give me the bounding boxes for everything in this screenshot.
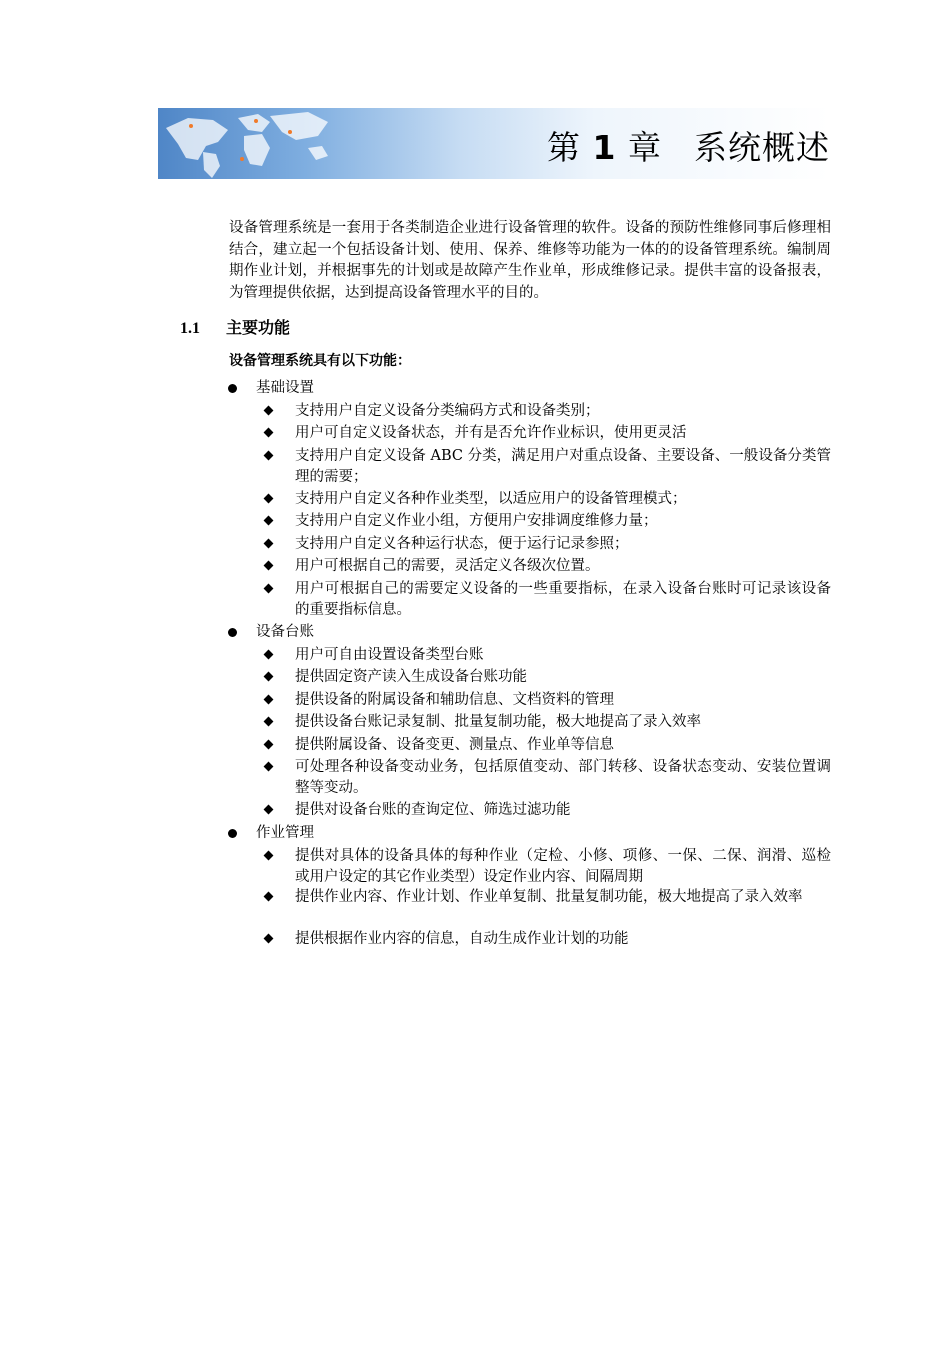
list-item: 提供固定资产读入生成设备台账功能	[295, 667, 831, 688]
list-item: 用户可根据自己的需要，灵活定义各级次位置。	[295, 556, 831, 577]
diamond-bullet-icon	[264, 428, 274, 438]
diamond-bullet-icon	[264, 740, 274, 750]
intro-paragraph: 设备管理系统是一套用于各类制造企业进行设备管理的软件。设备的预防性维修同事后修理相结合，建立起一个包括设备计划、使用、保养、维修等功能为一体的的设备管理系统。编制周期作业计划，并根据事先的计划或是故障产生作业单，形成维修记录。提供丰富的设备报表，为管理提供依据，达到提高设备管理水平的目的。	[229, 220, 831, 301]
list-item: 提供对具体的设备具体的每种作业（定检、小修、项修、一保、二保、润滑、巡检或用户设定的其它作业类型）设定作业内容、间隔周期	[295, 846, 831, 888]
diamond-bullet-icon	[264, 695, 274, 705]
list-item: 支持用户自定义作业小组，方便用户安排调度维修力量；	[295, 511, 831, 532]
list-item: 用户可自由设置设备类型台账	[295, 645, 831, 666]
diamond-bullet-icon	[264, 650, 274, 660]
diamond-bullet-icon	[264, 851, 274, 861]
list-item: 提供附属设备、设备变更、测量点、作业单等信息	[295, 735, 831, 756]
bullet-dot-icon	[228, 628, 237, 637]
group-basic-settings	[256, 378, 314, 399]
section-number: 1.1	[180, 320, 200, 337]
diamond-bullet-icon	[264, 584, 274, 594]
list-item: 提供作业内容、作业计划、作业单复制、批量复制功能，极大地提高了录入效率	[295, 887, 831, 908]
list-item: 支持用户自定义各种运行状态，便于运行记录参照；	[295, 534, 831, 555]
diamond-bullet-icon	[264, 494, 274, 504]
diamond-bullet-icon	[264, 805, 274, 815]
diamond-bullet-icon	[264, 539, 274, 549]
chapter-banner	[158, 108, 830, 179]
list-item: 支持用户自定义各种作业类型，以适应用户的设备管理模式；	[295, 489, 831, 510]
chapter-title	[547, 122, 830, 169]
bullet-dot-icon	[228, 829, 237, 838]
list-item: 支持用户自定义设备分类编码方式和设备类别；	[295, 401, 831, 422]
diamond-bullet-icon	[264, 892, 274, 902]
chapter-suffix: 章	[628, 128, 662, 167]
diamond-bullet-icon	[264, 672, 274, 682]
diamond-bullet-icon	[264, 717, 274, 727]
group-work-management	[256, 823, 314, 844]
list-item: 提供根据作业内容的信息，自动生成作业计划的功能	[295, 929, 831, 950]
group-title: 基础设置	[256, 380, 314, 396]
list-item: 用户可根据自己的需要定义设备的一些重要指标，在录入设备台账时可记录该设备的重要指标信息。	[295, 579, 831, 621]
list-item: 提供对设备台账的查询定位、筛选过滤功能	[295, 800, 831, 821]
diamond-bullet-icon	[264, 516, 274, 526]
list-item: 提供设备的附属设备和辅助信息、文档资料的管理	[295, 690, 831, 711]
chapter-name: 系统概述	[694, 128, 830, 167]
group-equipment-ledger	[256, 622, 314, 643]
chapter-prefix: 第	[547, 128, 582, 167]
list-item: 支持用户自定义设备 ABC 分类，满足用户对重点设备、主要设备、一般设备分类管理的需要；	[295, 446, 831, 488]
section-title: 主要功能	[226, 318, 291, 337]
diamond-bullet-icon	[264, 451, 274, 461]
list-item: 提供设备台账记录复制、批量复制功能，极大地提高了录入效率	[295, 712, 831, 733]
diamond-bullet-icon	[264, 406, 274, 416]
diamond-bullet-icon	[264, 762, 274, 772]
section-heading	[180, 315, 290, 338]
group-title: 作业管理	[256, 825, 314, 841]
group-title: 设备台账	[256, 624, 314, 640]
diamond-bullet-icon	[264, 934, 274, 944]
list-item: 用户可自定义设备状态，并有是否允许作业标识，使用更灵活	[295, 423, 831, 444]
chapter-number: 1	[592, 128, 617, 167]
features-subheading: 设备管理系统具有以下功能：	[229, 353, 411, 369]
list-item: 可处理各种设备变动业务，包括原值变动、部门转移、设备状态变动、安装位置调整等变动。	[295, 757, 831, 799]
bullet-dot-icon	[228, 384, 237, 393]
diamond-bullet-icon	[264, 561, 274, 571]
